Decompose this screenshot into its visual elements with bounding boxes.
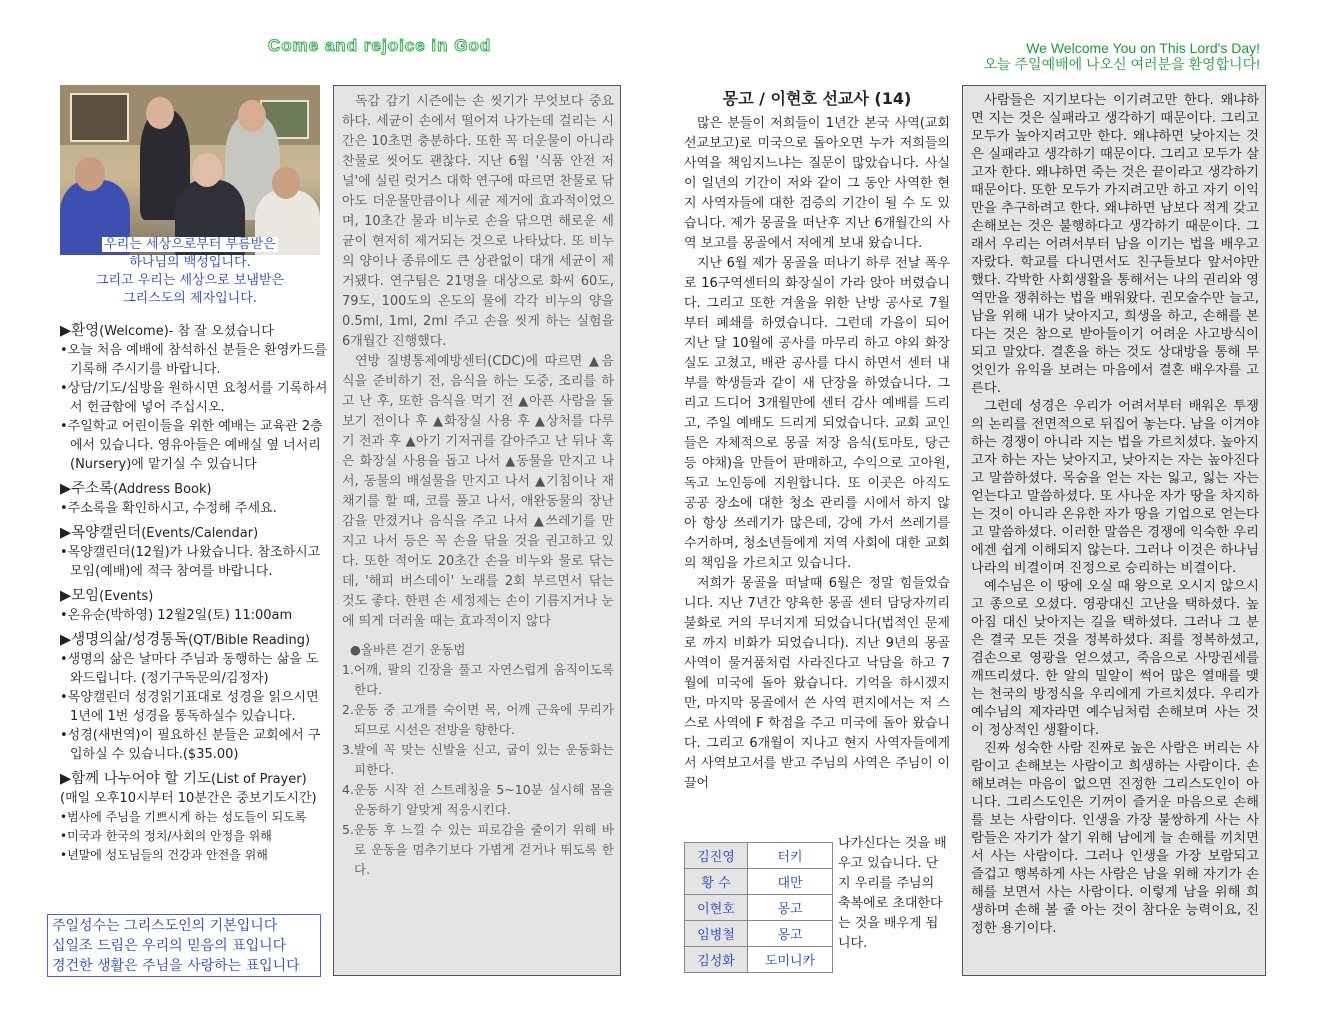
letter-paragraph: 많은 분들이 저희들이 1년간 본국 사역(교회 선교보고)로 미국으로 돌아오면 누가 저희들의 사역을 책임지느냐는 질문이 많았습니다. 사실 이 일년의 기간이 저와 같이 그 동안 사역한 현지 사역자들에 대한 검증의 기간이 될 수 도 있습니다. 제가 몽골을 떠난후 지난 6개월간의 사역 보고를 몽골에서 저에게 보내 왔습니다. xyxy=(684,116,950,251)
heading-text: ▶환영 xyxy=(60,323,100,339)
essay-paragraph: 사람들은 지기보다는 이기려고만 한다. 왜냐하면 지는 것은 실패라고 생각하기 때문이다. 그리고 모두가 높아지려고만 한다. 왜냐하면 낮아지는 것은 실패라고 생각하기 때문이다. 그리고 모두가 살고자 한다. 왜냐하면 죽는 것은 끝이라고 생각하기 때문이다. 또한 모두가 가지려고만 하고 자기 이익만을 추구하려고 한다. 왜냐하면 남보다 적게 갖고 손해보는 것은 불행하다고 생각하기 때문이다. 그래서 우리는 어려서부터 남을 이기는 법을 배우고 자랐다. 학교를 다니면서도 친구들보다 앞서야만 했다. 각박한 사회생활을 통해서는 나의 권리와 영역만을 쟁취하는 법을 배워왔다. 권모술수만 늘고, 남을 위해 내가 낮아지고, 희생을 하고, 손해를 본다는 것은 참으로 받아들이기 어려운 사고방식이 되고 말았다. 결혼을 하는 것도 상대방을 통해 무엇인가 유익을 보려는 마음에서 결혼 배우자를 고른다. xyxy=(971,93,1259,396)
table-row xyxy=(685,947,833,973)
heading-english: (QT/Bible Reading) xyxy=(188,633,311,648)
missionary-name: 황 수 xyxy=(685,869,748,895)
table-row xyxy=(685,843,833,869)
heading-english: (Address Book) xyxy=(113,482,212,497)
missionary-table xyxy=(684,842,833,973)
motto-line: 경건한 생활은 주님을 사랑하는 표입니다 xyxy=(52,958,300,974)
list-item: •주소록을 확인하시고, 수정해 주세요. xyxy=(60,501,277,516)
tip-item: 3.발에 꼭 맞는 신발을 신고, 굽이 있는 운동화는 피한다. xyxy=(342,742,614,777)
article-paragraph: 독감 감기 시즌에는 손 씻기가 무엇보다 중요하다. 세균이 손에서 떨어져 나가는데 걸리는 시간은 10초면 충분하다. 또한 꼭 더운물이 아니라 찬물로 씻어도 괜찮다. 지난 6월 '식품 안전 저널'에 실린 럿거스 대학 연구에 따르면 찬물로 닦아도 더운물만큼이나 세균 제거에 효과적이었으며, 10초간 물과 비누로 손을 닦으면 해로운 세균이 현저히 제거되는 것으로 나타났다. 또 비누의 양이나 종류에도 큰 상관없이 대개 세균이 제거됐다. 연구팀은 21명을 대상으로 화씨 60도, 79도, 100도의 온도의 물에 각각 비누의 양을 0.5ml, 1ml, 2ml 주고 손을 씻게 하는 실험을 6개월간 진행했다. xyxy=(342,94,614,349)
caption-line: 그리스도의 제자입니다. xyxy=(123,291,257,306)
tip-item: 2.운동 중 고개를 숙이면 목, 어깨 근육에 무리가 되므로 시선은 전방을 향한다. xyxy=(342,702,614,737)
mission-country: 도미니카 xyxy=(748,947,833,973)
congregation-photo xyxy=(60,85,320,255)
mission-country: 대만 xyxy=(748,869,833,895)
section-events-heading xyxy=(60,587,328,606)
prayer-note: (매일 오후10시부터 10분간은 중보기도시간) xyxy=(60,791,317,806)
heading-text: ▶생명의삶/성경통독 xyxy=(60,632,189,648)
welcome-english: We Welcome You on This Lord's Day! xyxy=(1026,40,1260,56)
letter-tail: 나가신다는 것을 배우고 있습니다. 단지 우리를 주님의 축복에로 초대한다는 것을 배우게 됩니다. xyxy=(838,836,947,951)
section-address-heading xyxy=(60,480,328,499)
missionary-name: 김진영 xyxy=(685,843,748,869)
letter-paragraph: 저희가 몽골을 떠날때 6월은 정말 힘들었습니다. 지난 7년간 양육한 몽골 센터 담당자끼리 불화로 거의 무너지게 되었습니다(법적인 문제로 까지 비화가 되었습니다). 지난 9년의 몽골사역이 물거품처럼 사라진다고 낙담을 하고 7월에 미국에 돌아 왔습니다. 기억을 하시겠지만, 마지막 몽골에서 쓴 사역 편지에서는 저 스스로 사역에 F 학점을 주고 미국에 돌아 왔습니다. 그리고 6개월이 지나고 현지 사역자들에게서 사역보고서를 받고 주님의 사역은 주님이 이끌어 xyxy=(684,576,950,791)
list-item: •목양캘린더(12월)가 나왔습니다. 참조하시고 모임(예배)에 적극 참여를 바랍니다. xyxy=(60,545,321,579)
list-item: •생명의 삶은 날마다 주님과 동행하는 삶을 도와드립니다. (정기구독문의/김정자) xyxy=(60,652,319,686)
mission-country: 몽고 xyxy=(748,895,833,921)
essay-paragraph: 예수님은 이 땅에 오실 때 왕으로 오시지 않으시고 종으로 오셨다. 영광대신 고난을 택하셨다. 높아짐 대신 낮아지는 길을 택하셨다. 그러나 그 분은 결국 모든 것을 정복하셨다. 죄를 정복하셨고, 겸손으로 영광을 얻으셨고, 죽음으로 사망권세를 깨뜨리셨다. 한 알의 밀알이 썩어 많은 열매를 맺는 천국의 방정식을 우리에게 가르치셨다. 우리가 예수님의 제자라면 예수님처럼 손해보며 사는 것이 정상적인 생활이다. xyxy=(971,579,1259,738)
table-row xyxy=(685,895,833,921)
essay-paragraph: 그런데 성경은 우리가 어려서부터 배워온 투쟁의 논리를 전면적으로 뒤집어 놓는다. 남을 이겨야하는 경쟁이 아니라 지는 법을 가르치셨다. 높아지고자 하는 자는 낮아지고, 낮아지는 자는 높아진다고 말씀하셨다. 목숨을 얻는 자는 잃고, 잃는 자는 얻는다고 말씀하셨다. 또 사나운 자가 땅을 차지하는 것이 아니라 온유한 자가 땅을 기업으로 얻는다고 말씀하셨다. 이러한 말씀은 경쟁에 익숙한 우리에겐 쉽게 이해되지 않는다. 그러나 이것은 하나님 나라의 비결이며 진정으로 승리하는 비결이다. xyxy=(971,399,1259,576)
section-calendar-heading xyxy=(60,524,328,543)
header-welcome xyxy=(984,40,1260,72)
walking-tips xyxy=(342,640,614,880)
section-prayer-heading xyxy=(60,770,328,789)
essay-paragraph: 진짜 성숙한 사람 진짜로 높은 사람은 버리는 사람이고 손해보는 사람이고 희생하는 사람이다. 손해보려는 마음이 없으면 진정한 그리스도인이 아니다. 그리스도인은 기꺼이 즐거운 마음으로 손해를 보는 사람이다. 인생을 가장 불쌍하게 사는 사람들은 자기가 살기 위해 남에게 늘 손해를 끼치면서 사는 사람이다. 그러나 인생을 가장 보람되고 즐겁고 행복하게 사는 사람은 남을 위해 자기가 손해를 보면서 사는 사람이다. 이렇게 남을 위해 희생하며 손해 볼 줄 아는 것이 참다운 능력이요, 진정한 용기이다. xyxy=(971,741,1259,936)
table-row xyxy=(685,921,833,947)
list-item: •상담/기도/심방을 원하시면 요청서를 기록하셔서 헌금함에 넣어 주십시오. xyxy=(60,381,328,415)
caption-line: 우리는 세상으로부터 부름받은 xyxy=(104,237,276,252)
list-item: •주일학교 어린이들을 위한 예배는 교육관 2층에서 있습니다. 영유아들은 예배실 옆 너서리(Nursery)에 맡기실 수 있습니다 xyxy=(60,419,323,472)
missionary-title: 몽고 / 이현호 선교사 (14) xyxy=(722,89,912,108)
welcome-korean: 오늘 주일예배에 나오신 여러분을 환영합니다! xyxy=(983,56,1260,72)
list-item: •미국과 한국의 정치/사회의 안정을 위해 xyxy=(60,829,272,843)
missionary-letter xyxy=(684,114,950,794)
list-item: •성경(새번역)이 필요하신 분들은 교회에서 구입하실 수 있습니다.($35.00) xyxy=(60,728,321,762)
heading-text: ▶목양캘린더 xyxy=(60,525,142,541)
list-item: •년말에 성도님들의 건강과 안전을 위해 xyxy=(60,848,268,862)
heading-text: ▶함께 나누어야 할 기도 xyxy=(60,771,212,787)
tip-item: 1.어깨, 팔의 긴장을 풀고 자연스럽게 움직이도록 한다. xyxy=(342,662,614,697)
tips-title: ●올바른 걷기 운동법 xyxy=(350,642,466,657)
missionary-name: 임병철 xyxy=(685,921,748,947)
missionary-name: 이현호 xyxy=(685,895,748,921)
letter-paragraph: 지난 6월 제가 몽골을 떠나기 하루 전날 폭우로 16구역센터의 화장실이 가라 앉아 버렸습니다. 그리고 또한 겨울을 위한 난방 공사로 7월부터 폐쇄를 하였습니다. 그런데 가을이 되어 지난 달 10월에 공사를 마무리 하고 야외 화장실도 고쳤고, 배관 공사를 다시 하면서 센터 내부를 학생들과 같이 새 단장을 하였습니다. 그리고 드디어 3개월만에 센터 감사 예배를 드리고, 주일 예배도 드리게 되었습니다. 교회 교인들은 자체적으로 몽골 저장 음식(토마토, 당근 등 야채)을 만들어 판매하고, 수익으로 고아원, 독고 노인등에 지원합니다. 또 이곳은 아직도 공공 장소에 대한 청소 관리를 시에서 하지 않아 항상 쓰레기가 많은데, 강에 가서 쓰레기를 수거하며, 청소년들에게 지역 사회에 대한 교회의 책임을 가르치고 있습니다. xyxy=(684,256,950,571)
motto-box xyxy=(47,914,321,977)
list-item: •범사에 주님을 기쁘시게 하는 성도들이 되도록 xyxy=(60,810,307,824)
heading-english: (Events) xyxy=(99,589,154,604)
heading-english: (Welcome)- 참 잘 오셨습니다 xyxy=(99,324,274,339)
caption-line: 하나님의 백성입니다. xyxy=(129,255,251,270)
section-qt-heading xyxy=(60,631,328,650)
motto-line: 주일성수는 그리스도인의 기본입니다 xyxy=(52,918,278,934)
header-title-left: Come and rejoice in God xyxy=(268,36,492,55)
caption-line: 그리고 우리는 세상으로 보냄받은 xyxy=(95,273,285,288)
heading-english: (List of Prayer) xyxy=(211,772,307,787)
section-welcome-heading xyxy=(60,322,328,341)
motto-line: 십일조 드림은 우리의 믿음의 표입니다 xyxy=(52,938,287,954)
essay-article xyxy=(962,85,1266,976)
list-item: •오늘 처음 예배에 참석하신 분들은 환영카드를 기록해 주시기를 바랍니다. xyxy=(60,343,327,377)
photo-caption xyxy=(60,236,320,308)
mission-country: 터키 xyxy=(748,843,833,869)
tip-item: 5.운동 후 느낄 수 있는 피로감을 줄이기 위해 바로 운동을 멈추기보다 가볍게 걷거나 뛰도록 한다. xyxy=(342,822,614,877)
tip-item: 4.운동 시작 전 스트레칭을 5~10분 실시해 몸을 운동하기 알맞게 적응시킨다. xyxy=(342,782,614,817)
list-item: •목양캘린더 성경읽기표대로 성경을 읽으시면 1년에 1번 성경을 통독하실수 있습니다. xyxy=(60,690,319,724)
mission-country: 몽고 xyxy=(748,921,833,947)
heading-english: (Events/Calendar) xyxy=(141,526,259,541)
article-paragraph: 연방 질병통제예방센터(CDC)에 따르면 ▲음식을 준비하기 전, 음식을 하는 도중, 조리를 하고 난 후, 또한 음식을 먹기 전 ▲아픈 사람을 돌보기 전이나 후 ▲화장실 사용 후 ▲상처를 다루기 전과 후 ▲아기 기저귀를 갈아주고 난 뒤나 혹은 화장실 사용을 돕고 나서 ▲동물을 만지고 나서, 동물의 배설물을 만지고 나서 ▲기침이나 재채기를 할 때, 코를 풀고 나서, 애완동물의 장난감을 만졌거나 음식을 주고 나서 ▲쓰레기를 만지고 나서 등은 꼭 손을 닦을 것을 권고하고 있다. 또한 적어도 20초간 손을 비누와 물로 닦는데, '해피 버스데이' 노래를 2회 부르면서 닦는 것도 좋다. 한편 손 세정제는 손이 기름지거나 눈에 띄게 더러울 때는 효과적이지 않다 xyxy=(342,354,614,629)
health-article xyxy=(333,85,621,976)
table-row xyxy=(685,869,833,895)
list-item: •온유순(박하영) 12월2일(토) 11:00am xyxy=(60,608,293,623)
announcements xyxy=(60,316,328,865)
heading-text: ▶모임 xyxy=(60,588,100,604)
missionary-name: 김성화 xyxy=(685,947,748,973)
heading-text: ▶주소록 xyxy=(60,481,114,497)
